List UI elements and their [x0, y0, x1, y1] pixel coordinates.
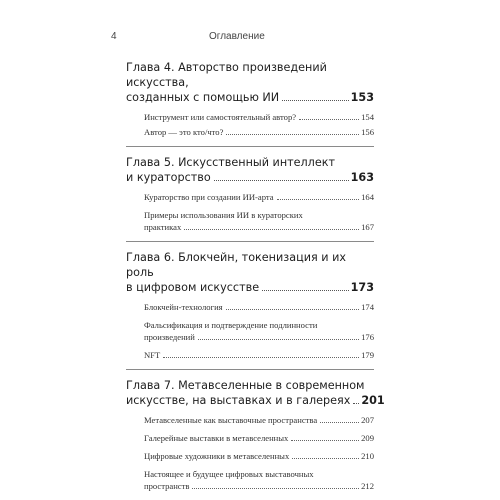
dot-leader — [277, 199, 360, 200]
dot-leader — [163, 357, 359, 358]
entry-title: Блокчейн-технология — [144, 302, 223, 312]
dot-leader — [291, 440, 359, 441]
chapter-page-number: 173 — [350, 281, 374, 294]
section-list — [126, 414, 374, 492]
entry-page-number: 167 — [361, 222, 374, 232]
chapter-title-row — [126, 90, 374, 105]
entry-title: Инструмент или самостоятельный автор? — [144, 112, 297, 122]
entry-title: Автор — это кто/что? — [144, 127, 224, 137]
chapter-page-number: 153 — [350, 91, 374, 104]
chapter-title-row — [126, 280, 374, 295]
table-of-contents — [126, 60, 385, 492]
entry-title: пространств — [144, 481, 190, 491]
toc-chapter-4 — [126, 60, 374, 138]
section-list — [126, 191, 374, 233]
chapter-title-line: и кураторство — [126, 171, 211, 184]
running-head: Оглавление — [209, 31, 265, 42]
chapter-title-line: Глава 5. Искусственный интеллект — [126, 156, 335, 169]
page-number: 4 — [111, 31, 117, 42]
dot-leader — [262, 290, 349, 291]
chapter-page-number: 163 — [350, 171, 374, 184]
divider — [126, 241, 374, 242]
toc-entry — [144, 301, 374, 313]
entry-page-number: 210 — [361, 451, 374, 461]
dot-leader — [282, 100, 348, 101]
entry-title: Метавселенные как выставочные пространства — [144, 415, 318, 425]
entry-page-number: 174 — [361, 302, 374, 312]
toc-entry — [144, 450, 374, 462]
dot-leader — [184, 229, 359, 230]
toc-entry — [144, 209, 374, 233]
entry-title-row — [144, 480, 374, 492]
entry-page-number: 209 — [361, 433, 374, 443]
entry-page-number: 164 — [361, 192, 374, 202]
chapter-title-line: созданных с помощью ИИ — [126, 91, 280, 104]
entry-title-line: Фальсификация и подтверждение подлинности — [144, 320, 318, 330]
section-list — [126, 301, 374, 361]
entry-title-line: Настоящее и будущее цифровых выставочных — [144, 469, 314, 479]
chapter-title-row — [126, 170, 374, 185]
dot-leader — [353, 403, 359, 404]
entry-title: Галерейные выставки в метавселенных — [144, 433, 289, 443]
entry-title: произведений — [144, 332, 195, 342]
toc-entry — [144, 468, 374, 492]
entry-page-number: 176 — [361, 332, 374, 342]
toc-chapter-6 — [126, 250, 374, 361]
chapter-title — [126, 250, 374, 295]
chapter-title-row — [126, 393, 385, 408]
dot-leader — [192, 488, 359, 489]
divider — [126, 146, 374, 147]
toc-entry — [144, 432, 374, 444]
dot-leader — [226, 309, 359, 310]
toc-entry — [144, 191, 374, 203]
dot-leader — [226, 134, 359, 135]
entry-title-row — [144, 331, 374, 343]
chapter-title — [126, 60, 374, 105]
chapter-page-number: 201 — [361, 394, 385, 407]
chapter-title-line: Глава 6. Блокчейн, токенизация и их роль — [126, 251, 346, 279]
toc-entry — [144, 319, 374, 343]
chapter-title — [126, 155, 374, 185]
entry-page-number: 207 — [361, 415, 374, 425]
chapter-title-line: искусстве, на выставках и в галереях — [126, 394, 351, 407]
entry-title: Кураторство при создании ИИ-арта — [144, 192, 274, 202]
chapter-title — [126, 378, 385, 408]
entry-page-number: 154 — [361, 112, 374, 122]
entry-page-number: 212 — [361, 481, 374, 491]
chapter-title-line: Глава 7. Метавселенные в современном — [126, 379, 365, 392]
dot-leader — [214, 180, 349, 181]
chapter-title-line: в цифровом искусстве — [126, 281, 260, 294]
entry-title-row — [144, 221, 374, 233]
toc-chapter-5 — [126, 155, 374, 233]
entry-title: Цифровые художники в метавселенных — [144, 451, 290, 461]
toc-entry — [144, 126, 374, 138]
section-list — [126, 111, 374, 138]
entry-title: NFT — [144, 350, 161, 360]
dot-leader — [320, 422, 359, 423]
chapter-title-line: Глава 4. Авторство произведений искусства, — [126, 61, 327, 89]
divider — [126, 369, 374, 370]
entry-title: практиках — [144, 222, 182, 232]
entry-title-line: Примеры использования ИИ в кураторских — [144, 210, 303, 220]
dot-leader — [292, 458, 359, 459]
toc-entry — [144, 414, 374, 426]
toc-chapter-7 — [126, 378, 385, 492]
toc-entry — [144, 349, 374, 361]
dot-leader — [299, 119, 359, 120]
entry-page-number: 156 — [361, 127, 374, 137]
dot-leader — [198, 339, 359, 340]
toc-entry — [144, 111, 374, 123]
entry-page-number: 179 — [361, 350, 374, 360]
